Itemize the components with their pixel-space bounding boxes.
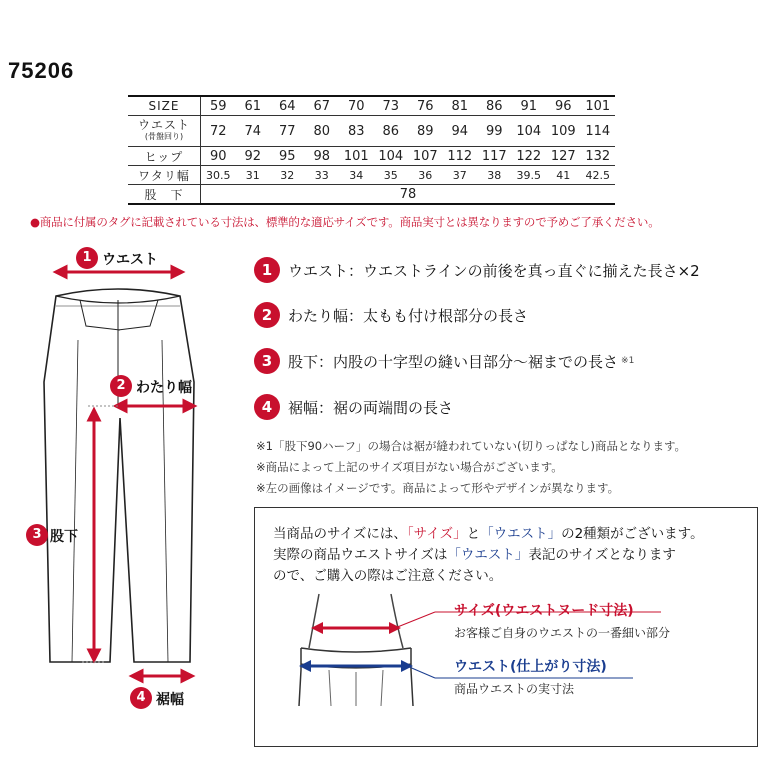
table-cell: 64	[270, 96, 305, 116]
info-highlight-size: 「サイズ」	[406, 526, 467, 542]
info-text: 表記のサイズとなります	[528, 547, 676, 563]
definition-desc: ：内股の十字型の縫い目部分～裾までの長さ	[318, 352, 619, 371]
table-cell: 98	[305, 147, 340, 166]
definition-hem	[254, 393, 453, 421]
table-cell: 86	[477, 96, 512, 116]
table-cell: 95	[270, 147, 305, 166]
table-cell: 104	[512, 116, 547, 147]
row-header	[128, 116, 201, 147]
info-highlight-waist: 「ウエスト」	[480, 526, 562, 542]
table-cell: 36	[408, 166, 443, 185]
notice-text: ●商品に付属のタグに記載されている寸法は、標準的な適応サイズです。商品実寸とは異なりますので予めご了承ください。	[30, 215, 660, 229]
table-row	[128, 116, 615, 147]
info-text: 実際の商品ウエストサイズは	[273, 547, 448, 563]
table-cell: 104	[374, 147, 409, 166]
table-cell: 91	[512, 96, 547, 116]
table-cell: 35	[374, 166, 409, 185]
definition-footnote: ※1	[621, 356, 635, 366]
definition-desc: ：太もも付け根部分の長さ	[348, 306, 529, 325]
table-row	[128, 166, 615, 185]
table-cell: 72	[201, 116, 236, 147]
table-cell: 70	[339, 96, 374, 116]
table-row	[128, 96, 615, 116]
table-cell: 32	[270, 166, 305, 185]
table-cell: 101	[339, 147, 374, 166]
table-cell: 127	[546, 147, 581, 166]
table-cell: 76	[408, 96, 443, 116]
note-line: ※1「股下90ハーフ」の場合は裾が縫われていない(切りっぱなし)商品となります。	[256, 439, 687, 453]
note-line: ※商品によって上記のサイズ項目がない場合がございます。	[256, 460, 563, 474]
table-cell: 77	[270, 116, 305, 147]
table-cell: 107	[408, 147, 443, 166]
info-line-3: ので、ご購入の際はご注意ください。	[273, 568, 503, 584]
table-cell: 30.5	[201, 166, 236, 185]
table-cell: 38	[477, 166, 512, 185]
table-cell: 99	[477, 116, 512, 147]
diagram-badge-4: 4	[130, 687, 152, 709]
table-row	[128, 185, 615, 205]
definition-desc: ：ウエストラインの前後を真っ直ぐに揃えた長さ×2	[348, 261, 700, 280]
table-cell: 31	[236, 166, 271, 185]
table-cell: 89	[408, 116, 443, 147]
table-cell: 101	[581, 96, 616, 116]
table-cell: 61	[236, 96, 271, 116]
info-text: と	[466, 526, 481, 542]
definition-term: わたり幅	[288, 306, 349, 325]
definition-waist	[254, 256, 700, 284]
table-cell: 81	[443, 96, 478, 116]
row-header: SIZE	[128, 96, 201, 116]
definition-badge: 3	[254, 348, 280, 374]
definition-thigh	[254, 301, 528, 329]
table-cell: 86	[374, 116, 409, 147]
row-header-sub: (骨盤回り)	[144, 132, 184, 141]
info-text: 当商品のサイズには、	[273, 526, 407, 542]
row-header: ヒップ	[128, 147, 201, 166]
definition-inseam	[254, 347, 634, 375]
product-code: 75206	[8, 58, 75, 83]
table-cell: 109	[546, 116, 581, 147]
table-cell: 114	[581, 116, 616, 147]
table-cell: 117	[477, 147, 512, 166]
table-cell: 34	[339, 166, 374, 185]
table-cell: 90	[201, 147, 236, 166]
definition-term: 股下	[288, 352, 319, 371]
table-cell: 94	[443, 116, 478, 147]
nude-waist-label: サイズ(ウエストヌード寸法)	[454, 603, 634, 619]
finished-waist-label: ウエスト(仕上がり寸法)	[454, 659, 607, 675]
diagram-badge-2: 2	[110, 375, 132, 397]
table-cell: 92	[236, 147, 271, 166]
table-cell: 73	[374, 96, 409, 116]
row-header-main: ウエスト	[137, 118, 190, 132]
table-cell: 122	[512, 147, 547, 166]
table-cell: 37	[443, 166, 478, 185]
size-info-box	[254, 507, 758, 747]
table-cell: 59	[201, 96, 236, 116]
definition-term: 裾幅	[288, 398, 319, 417]
table-cell: 132	[581, 147, 616, 166]
table-cell: 74	[236, 116, 271, 147]
table-cell: 39.5	[512, 166, 547, 185]
note-line: ※左の画像はイメージです。商品によって形やデザインが異なります。	[256, 481, 620, 495]
nude-waist-desc: お客様ご自身のウエストの一番細い部分	[454, 626, 671, 640]
table-cell: 41	[546, 166, 581, 185]
diagram-label-inseam: 股下	[50, 529, 78, 545]
diagram-label-thigh: わたり幅	[136, 380, 192, 396]
info-text: の2種類がございます。	[561, 526, 704, 542]
definition-desc: ：裾の両端間の長さ	[318, 398, 454, 417]
diagram-badge-3: 3	[26, 524, 48, 546]
pants-diagram	[0, 240, 250, 720]
definition-badge: 1	[254, 257, 280, 283]
table-cell: 83	[339, 116, 374, 147]
definition-badge: 4	[254, 394, 280, 420]
table-cell: 42.5	[581, 166, 616, 185]
size-table	[128, 95, 615, 205]
table-cell: 80	[305, 116, 340, 147]
diagram-badge-1: 1	[76, 247, 98, 269]
definition-badge: 2	[254, 302, 280, 328]
finished-waist-desc: 商品ウエストの実寸法	[454, 682, 575, 696]
definition-term: ウエスト	[288, 261, 349, 280]
table-cell-span: 78	[201, 185, 616, 205]
waist-band-diagram	[285, 586, 455, 746]
diagram-label-hem: 裾幅	[156, 692, 184, 708]
diagram-label-waist: ウエスト	[102, 252, 158, 268]
row-header: 股 下	[128, 185, 201, 205]
pants-outline	[44, 289, 194, 662]
table-row	[128, 147, 615, 166]
row-header: ワタリ幅	[128, 166, 201, 185]
table-cell: 112	[443, 147, 478, 166]
table-cell: 96	[546, 96, 581, 116]
table-cell: 67	[305, 96, 340, 116]
table-cell: 33	[305, 166, 340, 185]
info-highlight-waist: 「ウエスト」	[447, 547, 529, 563]
